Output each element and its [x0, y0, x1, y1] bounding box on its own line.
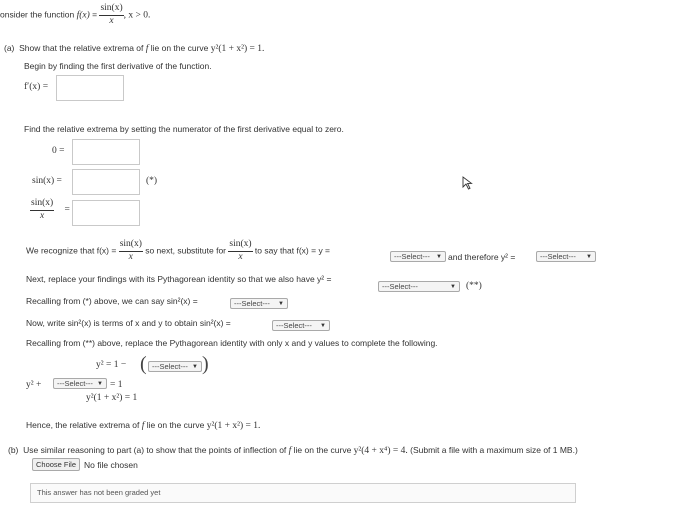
pythagorean-select-label: ---Select---: [382, 282, 418, 291]
line1-select-label: ---Select---: [152, 362, 188, 371]
sin-input[interactable]: [72, 169, 140, 195]
part-a-mid: lie on the curve: [148, 43, 211, 53]
chevron-down-icon: ▼: [320, 322, 326, 329]
ratio-label: [30, 199, 70, 221]
recognize-mid-3: and therefore y² =: [448, 252, 516, 262]
write-select-label: ---Select---: [276, 321, 312, 330]
grading-status: [30, 483, 576, 503]
write-select[interactable]: [272, 320, 330, 331]
conclusion-f: f: [141, 421, 145, 431]
ratio-fraction: [30, 199, 54, 221]
line1-select[interactable]: [148, 361, 202, 372]
problem-statement: [0, 4, 150, 26]
right-paren: ): [202, 353, 209, 375]
function-name: f(x): [76, 10, 90, 21]
double-star-marker: (**): [466, 281, 482, 291]
chevron-down-icon: ▼: [450, 283, 456, 290]
fraction-denominator: x: [109, 15, 114, 26]
part-b-label: (b): [8, 445, 19, 455]
recall-line: Recalling from (*) above, we can say sin²(x) =: [26, 296, 198, 306]
y-select[interactable]: [390, 251, 446, 262]
recall-select[interactable]: [230, 298, 288, 309]
recognize-prefix: We recognize that f(x) =: [26, 245, 119, 256]
recognize-line: [26, 240, 330, 262]
conclusion-curve: y²(1 + x²) = 1.: [206, 421, 261, 431]
recognize-numerator-2: sin(x): [228, 240, 252, 252]
derivative-label: f′(x) =: [24, 82, 49, 92]
line3: y²(1 + x²) = 1: [86, 393, 138, 403]
pythagorean-select[interactable]: [378, 281, 460, 292]
pythagorean-line: Next, replace your findings with its Pythagorean identity so that we also have y² =: [26, 274, 332, 284]
no-file-text: No file chosen: [84, 460, 138, 470]
grading-status-text: This answer has not been graded yet: [37, 488, 161, 497]
chevron-down-icon: ▼: [97, 380, 103, 387]
chevron-down-icon: ▼: [278, 300, 284, 307]
f-symbol: f: [145, 44, 149, 54]
extrema-instruction: Find the relative extrema by setting the numerator of the first derivative equal to zero.: [24, 124, 344, 134]
part-b-curve: y²(4 + x⁴) = 4.: [353, 446, 408, 456]
ratio-numerator: sin(x): [30, 199, 54, 211]
left-paren: (: [140, 353, 147, 375]
recognize-mid-2: to say that f(x) = y =: [252, 245, 331, 256]
y-select-label: ---Select---: [394, 252, 430, 261]
part-b-text: Use similar reasoning to part (a) to show that the points of inflection of: [23, 445, 289, 455]
star-marker: (*): [146, 176, 158, 186]
sin-label: sin(x) =: [32, 176, 62, 186]
recognize-denominator-2: x: [238, 251, 243, 262]
conclusion-prefix: Hence, the relative extrema of: [26, 420, 142, 430]
line1-lhs: y² = 1 −: [96, 360, 127, 370]
recognize-fraction: [119, 240, 143, 262]
line2-lhs: y² +: [26, 380, 42, 390]
y-squared-select-label: ---Select---: [540, 252, 576, 261]
recognize-denominator: x: [128, 251, 133, 262]
equals: =: [89, 9, 100, 20]
line2-select[interactable]: [53, 378, 107, 389]
line2-select-label: ---Select---: [57, 379, 93, 388]
conclusion-mid: lie on the curve: [144, 420, 207, 430]
part-b-mid: lie on the curve: [291, 445, 354, 455]
derivative-input[interactable]: [56, 75, 124, 101]
chevron-down-icon: ▼: [436, 253, 442, 260]
recall-select-label: ---Select---: [234, 299, 270, 308]
part-b-statement: [8, 445, 578, 456]
fraction-numerator: sin(x): [99, 4, 123, 16]
zero-input[interactable]: [72, 139, 140, 165]
write-line: Now, write sin²(x) is terms of x and y to obtain sin²(x) =: [26, 318, 231, 328]
recognize-fraction-2: [228, 240, 252, 262]
function-fraction: [99, 4, 123, 26]
intro-text: onsider the function: [0, 9, 77, 20]
chevron-down-icon: ▼: [586, 253, 592, 260]
line2-rhs: = 1: [110, 380, 123, 390]
part-b-suffix: (Submit a file with a maximum size of 1 MB.): [407, 445, 578, 455]
part-a-label: (a): [4, 43, 15, 53]
part-a-statement: [4, 43, 264, 54]
part-b-f: f: [288, 446, 292, 456]
derivative-instruction: Begin by finding the first derivative of the function.: [24, 61, 212, 71]
choose-file-button[interactable]: Choose File: [32, 458, 80, 471]
cursor-icon: [462, 176, 474, 190]
ratio-denominator: x: [39, 210, 45, 221]
recognize-mid: so next, substitute for: [142, 245, 229, 256]
domain-condition: , x > 0.: [123, 10, 151, 21]
conclusion-line: [26, 420, 260, 431]
recognize-numerator: sin(x): [119, 240, 143, 252]
y-squared-select[interactable]: [536, 251, 596, 262]
chevron-down-icon: ▼: [192, 363, 198, 370]
zero-label: 0 =: [52, 146, 65, 156]
curve-equation: y²(1 + x²) = 1.: [210, 44, 265, 54]
ratio-input[interactable]: [72, 200, 140, 226]
recall-2-line: Recalling from (**) above, replace the Pythagorean identity with only x and y values to complete the following.: [26, 338, 438, 348]
part-a-text: Show that the relative extrema of: [19, 43, 146, 53]
ratio-equals: =: [64, 205, 70, 216]
